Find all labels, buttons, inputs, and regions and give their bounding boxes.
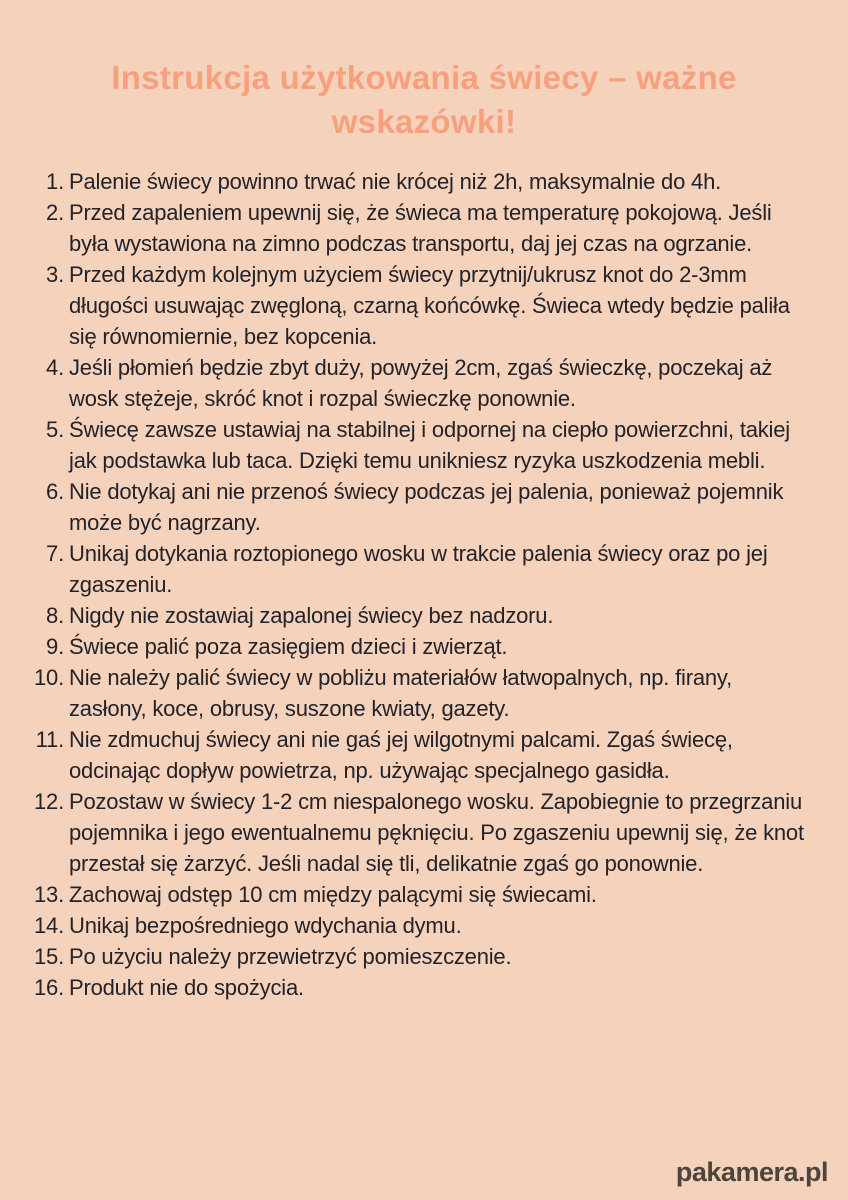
instruction-item: Nie należy palić świecy w pobliżu materiałów łatwopalnych, np. firany, zasłony, koce, obrusy, suszone kwiaty, gazety.: [69, 665, 733, 721]
instruction-item: Palenie świecy powinno trwać nie krócej niż 2h, maksymalnie do 4h.: [69, 169, 722, 194]
instruction-item: Świece palić poza zasięgiem dzieci i zwierząt.: [69, 634, 508, 659]
instructions-list: [33, 166, 813, 1003]
instruction-item: Przed zapaleniem upewnij się, że świeca ma temperaturę pokojową. Jeśli była wystawiona na zimno podczas transportu, daj jej czas na ogrzanie.: [69, 200, 772, 256]
instruction-item: Świecę zawsze ustawiaj na stabilnej i odpornej na ciepło powierzchni, takiej jak podstawka lub taca. Dzięki temu unikniesz ryzyka uszkodzenia mebli.: [69, 417, 790, 473]
page-title: Instrukcja użytkowania świecy – ważne wskazówki!: [111, 59, 737, 140]
instruction-item: Pozostaw w świecy 1-2 cm niespalonego wosku. Zapobiegnie to przegrzaniu pojemnika i jego ewentualnemu pęknięciu. Po zgaszeniu upewnij się, że knot przestał się żarzyć. Jeśli nadal się tli, delikatnie zgaś go ponownie.: [69, 789, 804, 876]
instruction-item: Zachowaj odstęp 10 cm między palącymi się świecami.: [69, 882, 597, 907]
instruction-item: Unikaj dotykania roztopionego wosku w trakcie palenia świecy oraz po jej zgaszeniu.: [69, 541, 768, 597]
instruction-item: Po użyciu należy przewietrzyć pomieszczenie.: [69, 944, 512, 969]
pakamera-watermark: pakamera.pl: [675, 1157, 828, 1187]
instruction-item: Produkt nie do spożycia.: [69, 975, 304, 1000]
instruction-item: Przed każdym kolejnym użyciem świecy przytnij/ukrusz knot do 2-3mm długości usuwając zwęgloną, czarną końcówkę. Świeca wtedy będzie paliła się równomiernie, bez kopcenia.: [69, 262, 790, 349]
instruction-item: Nigdy nie zostawiaj zapalonej świecy bez nadzoru.: [69, 603, 554, 628]
instruction-item: Jeśli płomień będzie zbyt duży, powyżej 2cm, zgaś świeczkę, poczekaj aż wosk stężeje, skróć knot i rozpal świeczkę ponownie.: [69, 355, 773, 411]
instruction-item: Unikaj bezpośredniego wdychania dymu.: [69, 913, 462, 938]
instruction-item: Nie zdmuchuj świecy ani nie gaś jej wilgotnymi palcami. Zgaś świecę, odcinając dopływ powietrza, np. używając specjalnego gasidła.: [69, 727, 733, 783]
instruction-item: Nie dotykaj ani nie przenoś świecy podczas jej palenia, ponieważ pojemnik może być nagrzany.: [69, 479, 784, 535]
